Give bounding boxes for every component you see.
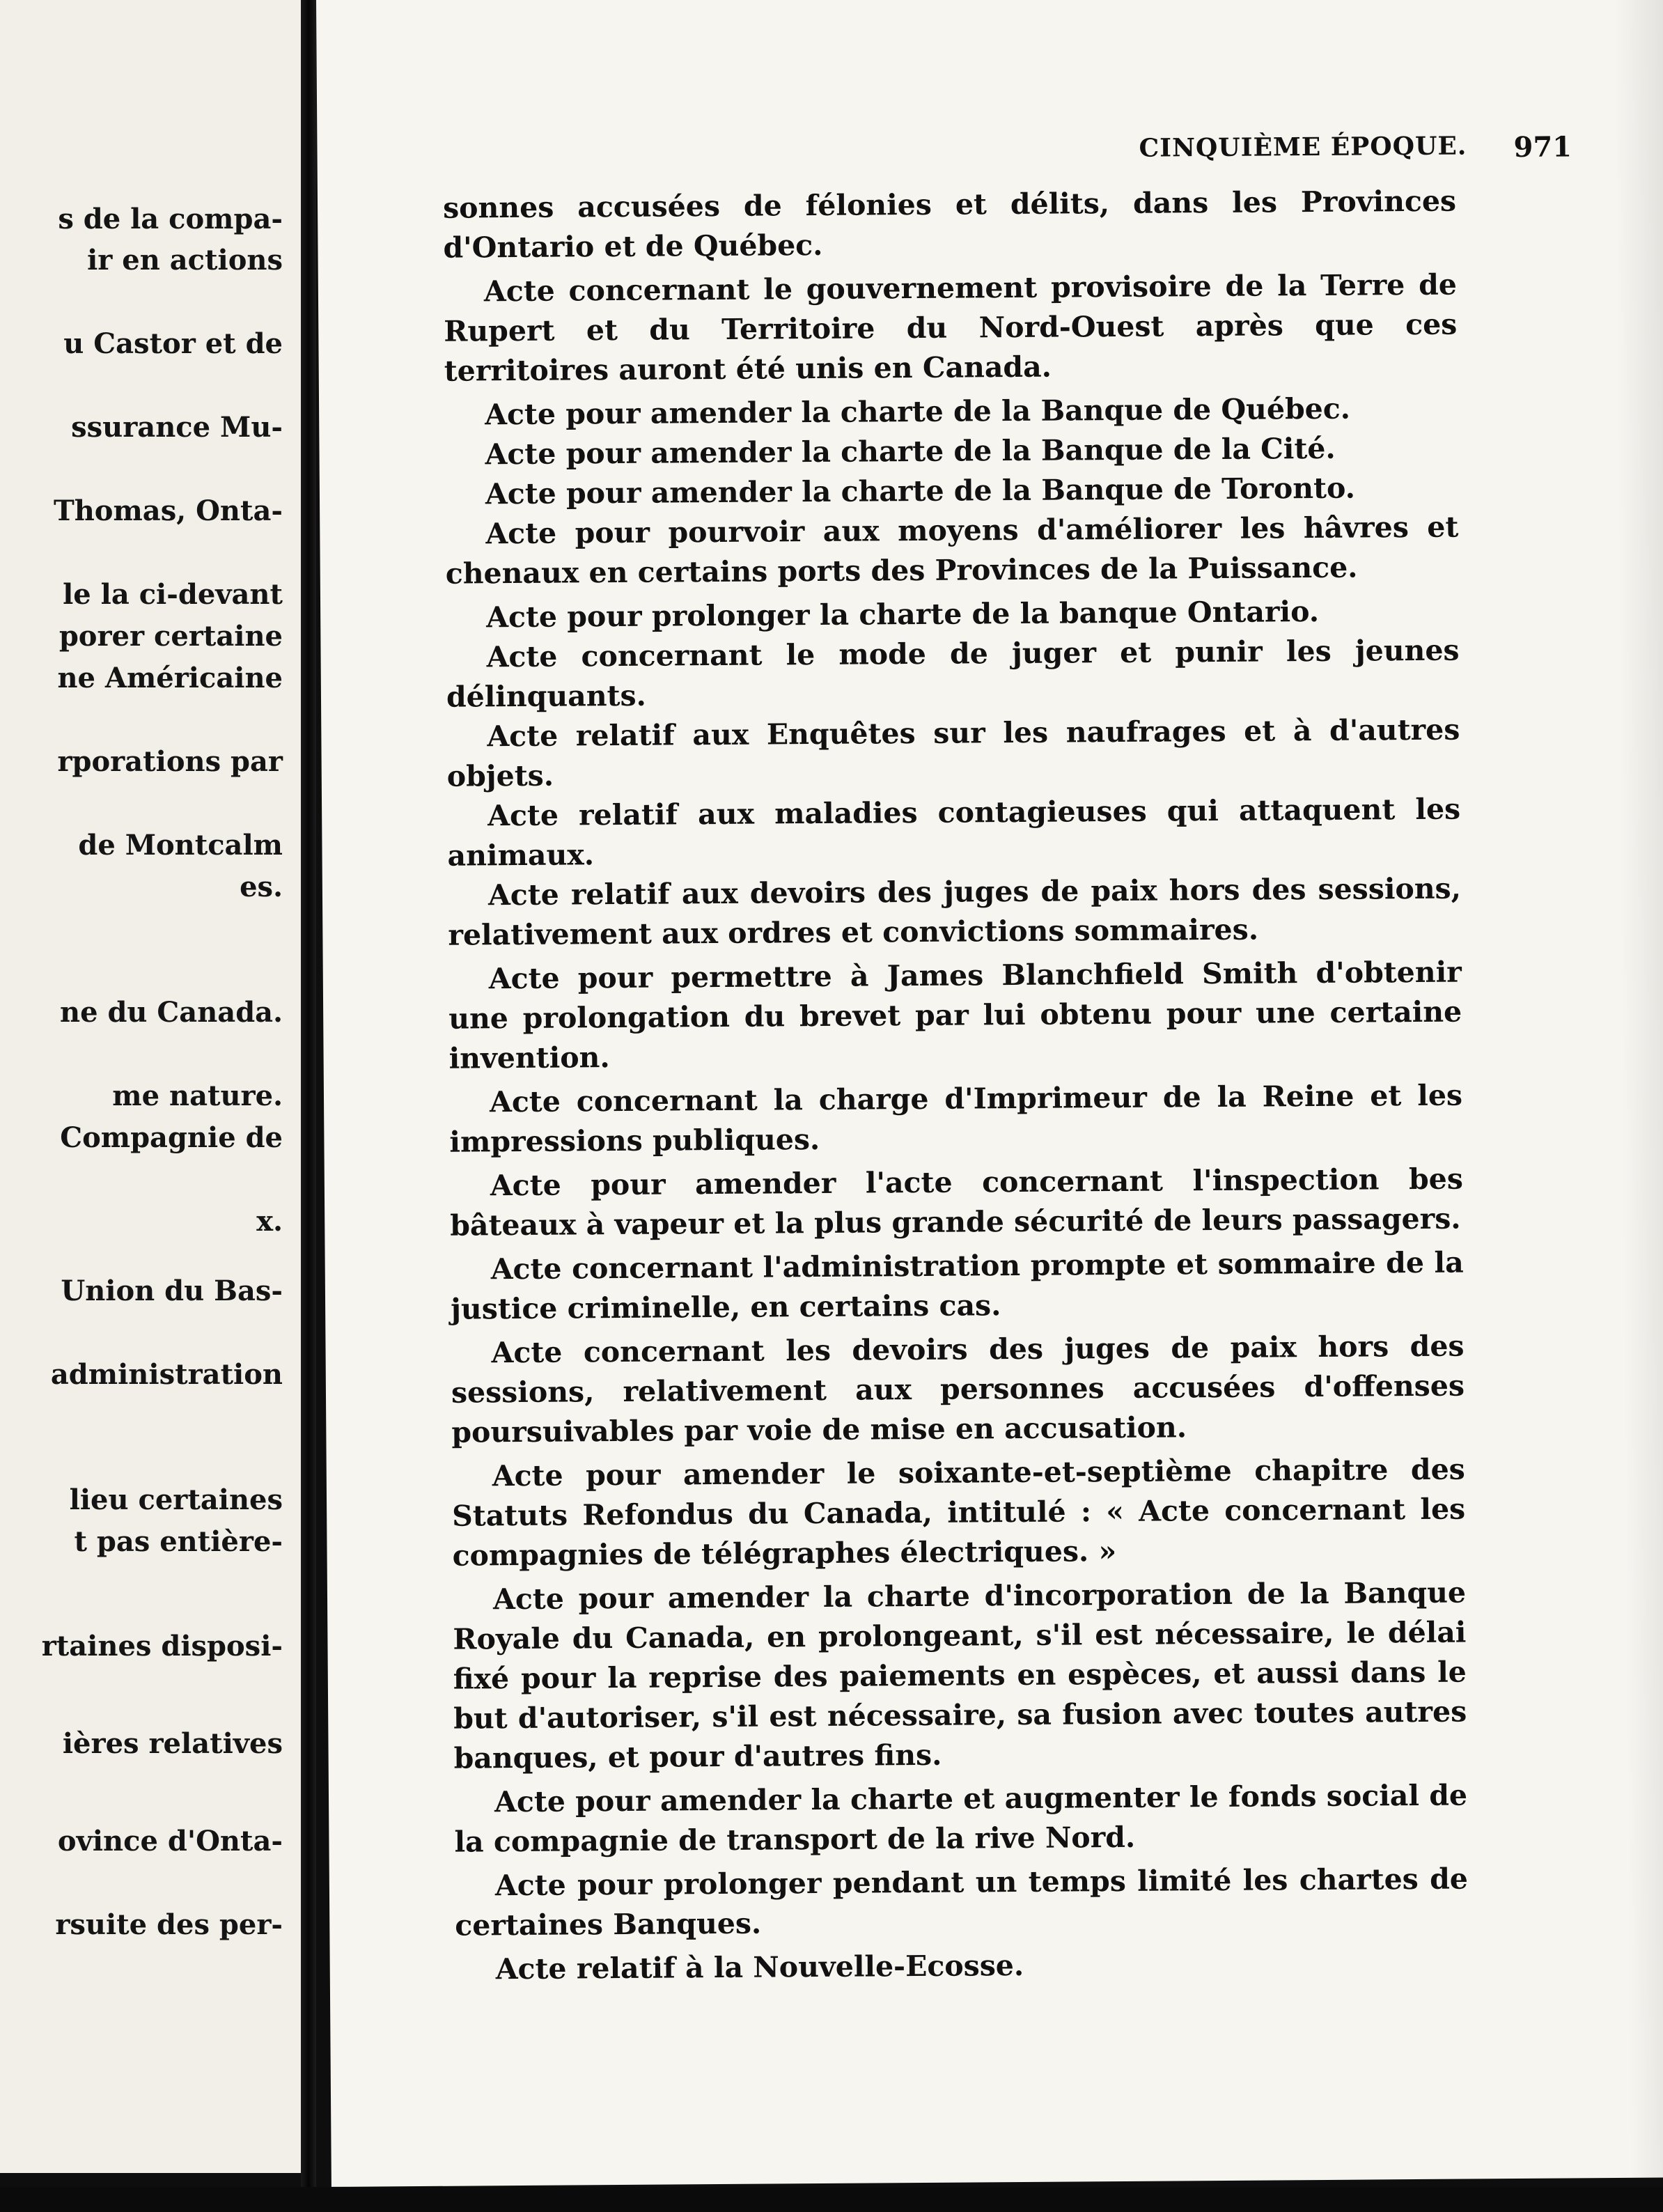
- left-page-line: Union du Bas-: [61, 1275, 283, 1307]
- left-page-line: s de la compa-: [58, 203, 283, 235]
- left-page-line: ne Américaine: [57, 662, 283, 694]
- paragraph: sonnes accusées de félonies et délits, dans les Provinces d'Ontario et de Québec.: [442, 184, 1457, 265]
- paragraph: Acte concernant les devoirs des juges de paix hors des sessions, relativement aux personnes accusées d'offenses poursuivables par voie de mise en accusation.: [451, 1329, 1465, 1449]
- left-page-line: lieu certaines: [69, 1483, 283, 1516]
- paragraph: Acte pour pourvoir aux moyens d'améliorer les hâvres et chenaux en certains ports des Provinces de la Puissance.: [445, 510, 1459, 591]
- left-page-line: x.: [256, 1205, 283, 1238]
- book-gutter: [301, 0, 316, 2212]
- left-page-line: rporations par: [57, 745, 283, 778]
- left-page-line: t pas entière-: [74, 1525, 283, 1558]
- paragraph: Acte pour amender la charte et augmenter le fonds social de la compagnie de transport de la rive Nord.: [454, 1778, 1468, 1859]
- paragraph: Acte pour prolonger pendant un temps limité les chartes de certaines Banques.: [455, 1862, 1469, 1942]
- paragraph: Acte relatif aux Enquêtes sur les naufrages et à d'autres objets.: [446, 712, 1460, 793]
- left-page-line: ssurance Mu-: [71, 411, 283, 444]
- paragraph: Acte pour amender la charte d'incorporation de la Banque Royale du Canada, en prolongeant, s'il est nécessaire, le délai fixé pour la reprise des paiements en espèces, et aussi dans le but d'autoriser, s'il est nécessaire, sa fusion avec toutes autres banques, et pour d'autres fins.: [453, 1575, 1467, 1775]
- left-page-line: porer certaine: [58, 620, 283, 653]
- left-page-line: ne du Canada.: [60, 996, 283, 1029]
- left-page-line: Thomas, Onta-: [53, 494, 283, 527]
- left-page-line: ovince d'Onta-: [57, 1825, 283, 1857]
- left-page-line: administration: [50, 1358, 283, 1391]
- paragraph: Acte pour amender la charte de la Banque de Québec.: [484, 391, 1351, 432]
- paragraph: Acte relatif à la Nouvelle-Ecosse.: [495, 1948, 1024, 1986]
- paragraph: Acte pour amender la charte de la Banque de la Cité.: [485, 431, 1336, 472]
- paragraph: Acte concernant la charge d'Imprimeur de la Reine et les impressions publiques.: [449, 1078, 1463, 1159]
- left-page-line: es.: [240, 871, 283, 903]
- left-page-line: u Castor et de: [63, 327, 283, 360]
- paragraph: Acte relatif aux devoirs des juges de paix hors des sessions, relativement aux ordres et convictions sommaires.: [448, 871, 1462, 952]
- right-page: [316, 0, 1663, 2187]
- paragraph: Acte concernant l'administration prompte et sommaire de la justice criminelle, en certains cas.: [450, 1245, 1464, 1326]
- left-page-line: le la ci-devant: [63, 578, 283, 611]
- left-page-line: rsuite des per-: [55, 1908, 283, 1941]
- left-page-line: me nature.: [112, 1080, 283, 1112]
- paragraph: Acte pour amender l'acte concernant l'inspection bes bâteaux à vapeur et la plus grande sécurité de leurs passagers.: [450, 1162, 1464, 1243]
- paragraph: Acte concernant le gouvernement provisoire de la Terre de Rupert et du Territoire du Nord-Ouest après que ces territoires auront été unis en Canada.: [444, 267, 1458, 388]
- body-text: [443, 182, 1469, 1994]
- page-header: [317, 130, 1663, 181]
- left-page-line: ières relatives: [62, 1727, 283, 1760]
- left-page-line: de Montcalm: [78, 829, 283, 862]
- paragraph: Acte pour amender la charte de la Banque de Toronto.: [485, 471, 1356, 511]
- left-page-line: rtaines disposi-: [41, 1630, 283, 1662]
- bottom-border: [0, 2187, 1663, 2212]
- page-number: 971: [1513, 130, 1572, 164]
- paragraph: Acte pour permettre à James Blanchfield Smith d'obtenir une prolongation du brevet par lui obtenu pour une certaine invention.: [448, 955, 1462, 1075]
- left-page-line: Compagnie de: [60, 1121, 283, 1154]
- paragraph: Acte pour amender le soixante-et-septième chapitre des Statuts Refondus du Canada, intitulé : « Acte concernant les compagnies de télégraphes électriques. »: [452, 1452, 1466, 1573]
- page-edge-shade: [1614, 0, 1663, 2178]
- left-page: [0, 0, 301, 2173]
- paragraph: Acte concernant le mode de juger et punir les jeunes délinquants.: [446, 633, 1460, 714]
- running-head: CINQUIÈME ÉPOQUE.: [1139, 131, 1467, 163]
- paragraph: Acte relatif aux maladies contagieuses qui attaquent les animaux.: [447, 792, 1461, 873]
- paragraph: Acte pour prolonger la charte de la banque Ontario.: [486, 594, 1320, 634]
- left-page-line: ir en actions: [87, 244, 283, 276]
